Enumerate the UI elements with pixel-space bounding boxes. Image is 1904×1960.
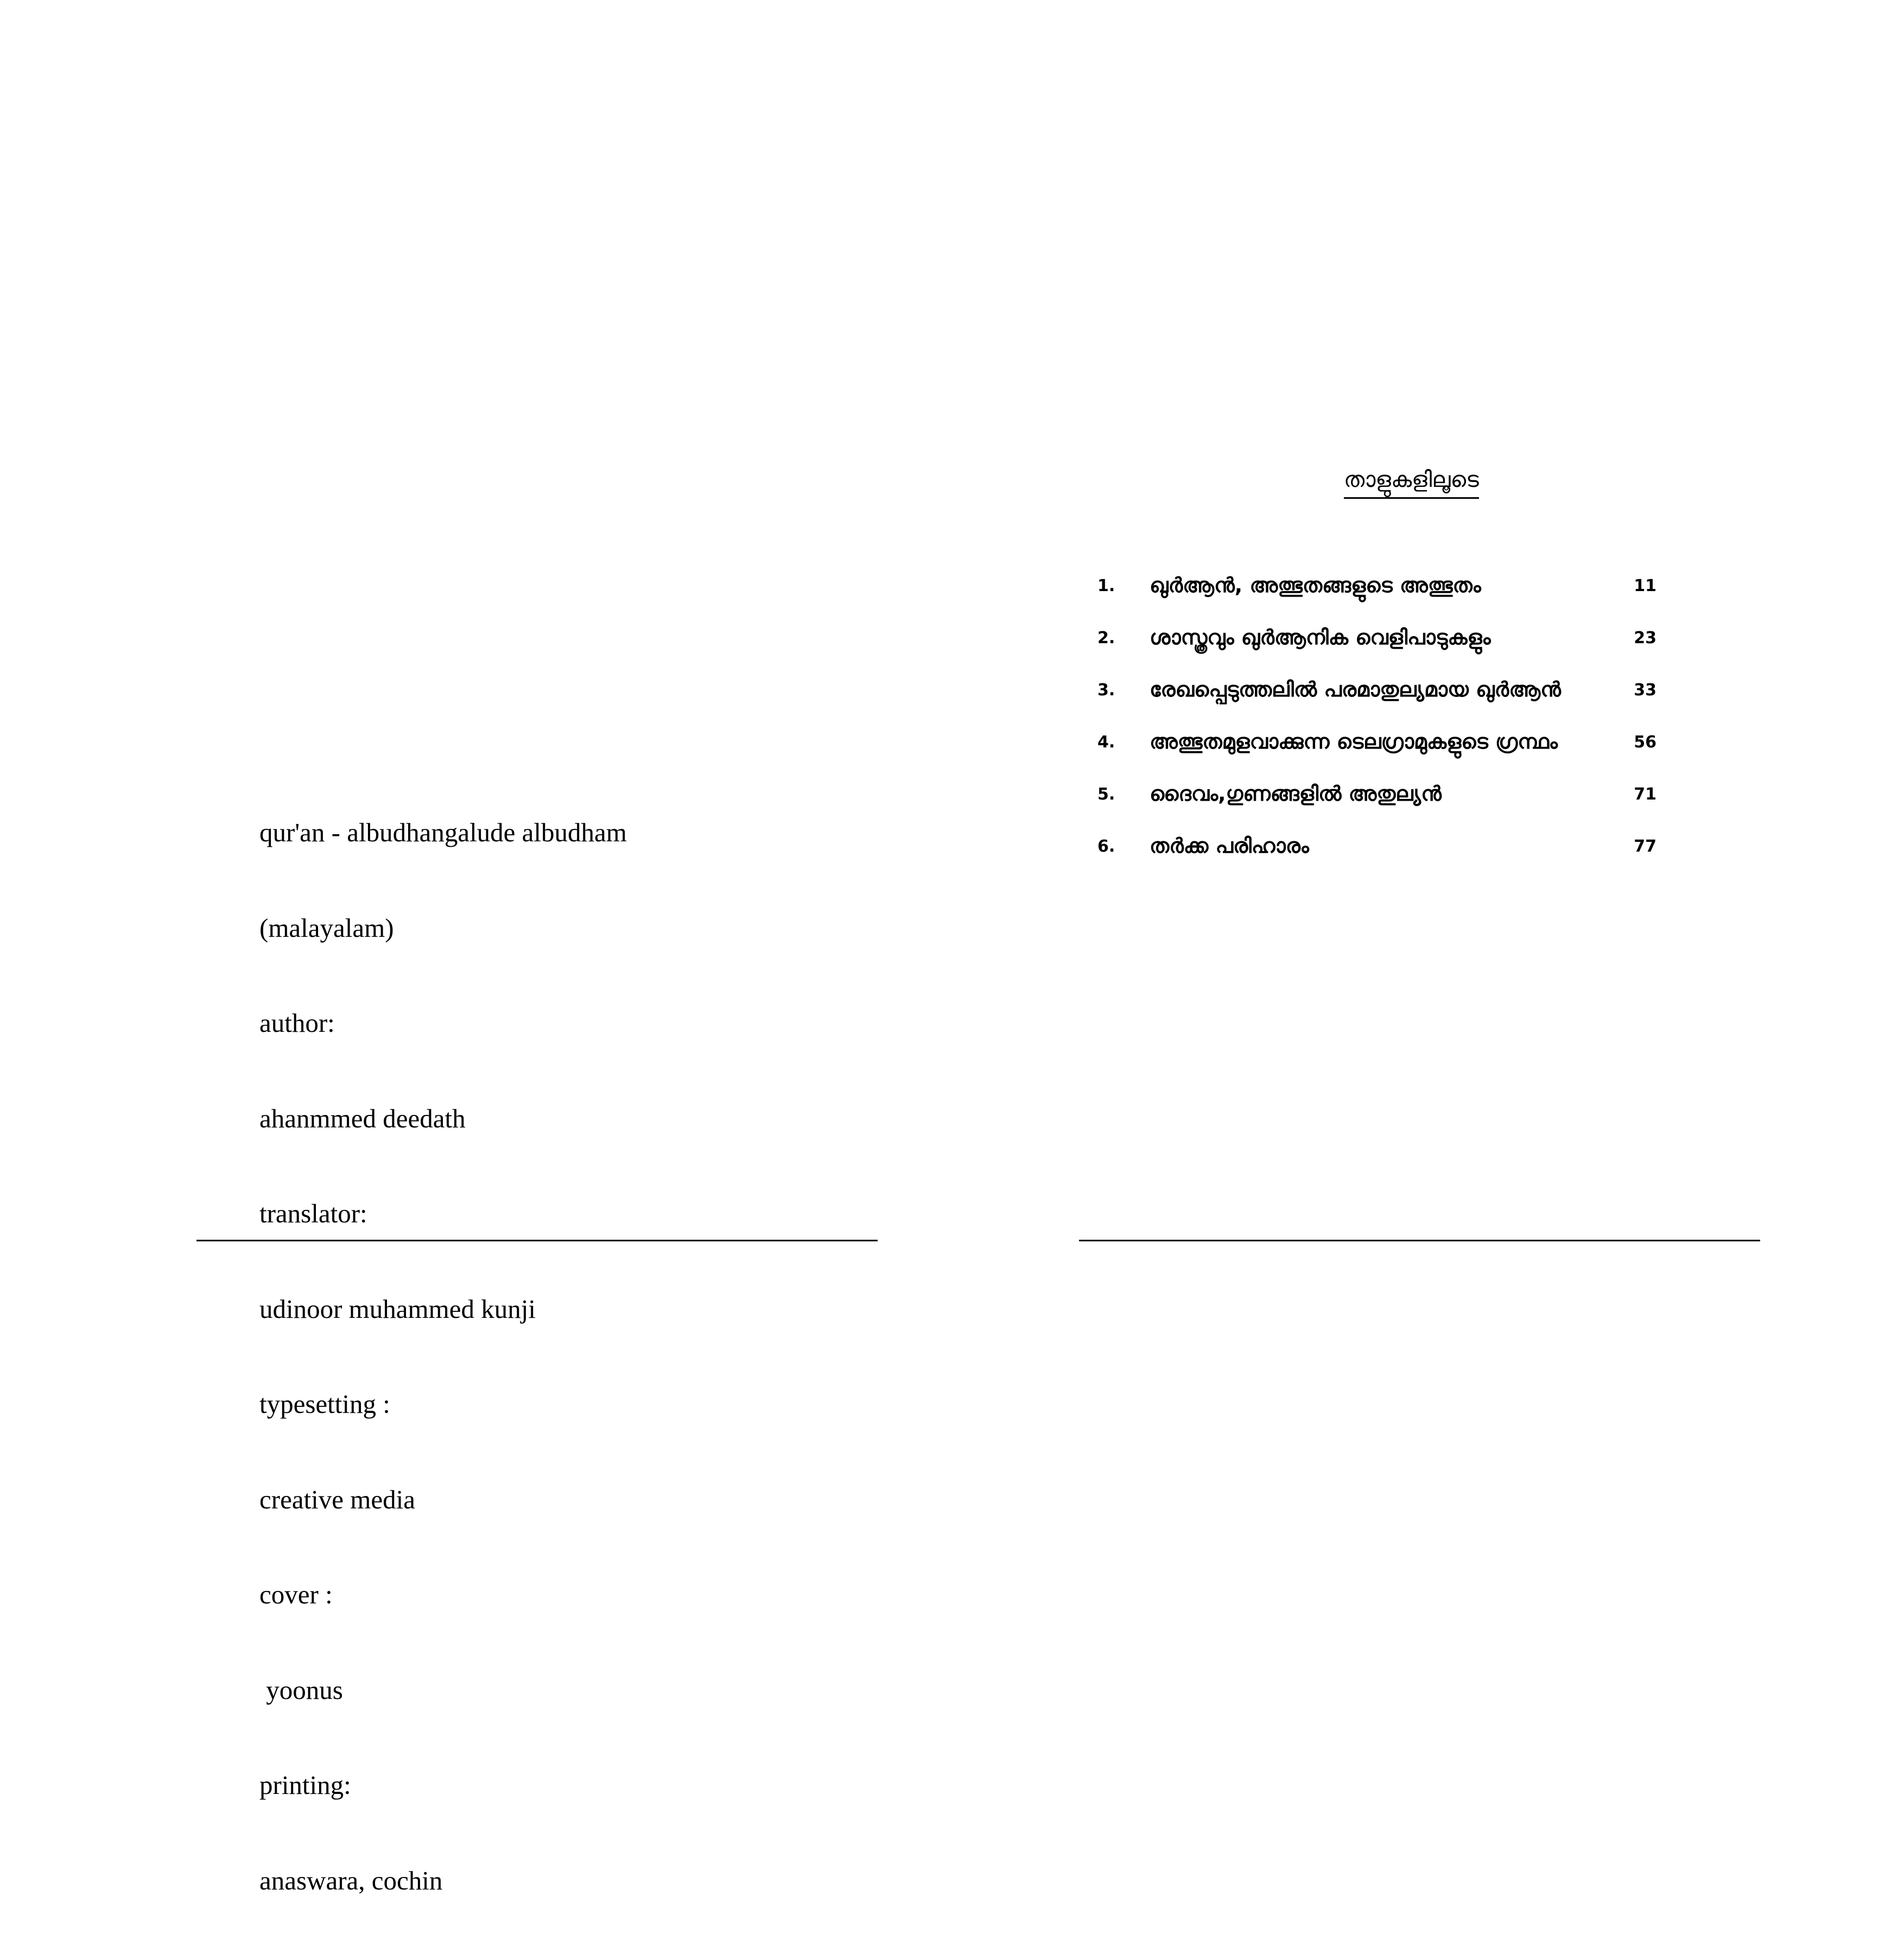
toc-entry-page: 56 — [1634, 733, 1657, 752]
imprint-line-book-title: qur'an - albudhangalude albudham — [259, 817, 627, 847]
right-page — [952, 0, 1904, 1346]
left-page-footer-rule — [196, 1240, 878, 1241]
toc-entry-title: തർക്ക പരിഹാരം — [1150, 834, 1309, 858]
imprint-line-language: (malayalam) — [259, 912, 394, 943]
toc-entry-page: 11 — [1634, 576, 1657, 595]
toc-entry — [1097, 726, 1657, 778]
imprint-block — [259, 753, 627, 1960]
imprint-line-translator-name: udinoor muhammed kunji — [259, 1293, 536, 1324]
toc-entry — [1097, 622, 1657, 674]
toc-entry-number: 3. — [1097, 681, 1115, 700]
left-page — [0, 0, 952, 1895]
toc-entry-page: 71 — [1634, 785, 1657, 804]
toc-entry-title: ദൈവം,ഗുണങ്ങളിൽ അതുല്യൻ — [1150, 782, 1442, 805]
toc-entry-number: 6. — [1097, 837, 1115, 856]
toc-entry — [1097, 570, 1657, 622]
table-of-contents — [1097, 570, 1657, 883]
imprint-line-author-name: ahanmmed deedath — [259, 1103, 466, 1133]
toc-heading: താളുകളിലൂടെ — [1344, 465, 1479, 499]
imprint-line-printing-label: printing: — [259, 1770, 351, 1800]
right-page-footer-rule — [1079, 1240, 1760, 1241]
imprint-line-translator-label: translator: — [259, 1198, 367, 1228]
toc-entry-title: രേഖപ്പെടുത്തലിൽ പരമാതുല്യമായ ഖുർആൻ — [1150, 677, 1561, 701]
imprint-line-cover-label: cover : — [259, 1580, 333, 1609]
toc-entry-page: 33 — [1634, 681, 1657, 700]
imprint-line-typesetting-label: typesetting : — [259, 1389, 390, 1419]
imprint-line-typesetting-name: creative media — [259, 1484, 416, 1514]
toc-entry-number: 5. — [1097, 785, 1115, 804]
toc-entry-number: 4. — [1097, 733, 1115, 752]
toc-entry — [1097, 830, 1657, 883]
toc-entry-title: ഖുർആൻ, അത്ഭുതങ്ങളുടെ അത്ഭുതം — [1150, 573, 1481, 597]
toc-entry-title: ശാസ്ത്രവും ഖുർആനിക വെളിപാടുകളും — [1150, 625, 1491, 649]
toc-entry — [1097, 778, 1657, 830]
toc-entry-number: 2. — [1097, 629, 1115, 648]
toc-entry-title: അത്ഭുതമുളവാക്കുന്ന ടെലഗ്രാമുകളുടെ ഗ്രന്ഥം — [1150, 730, 1558, 753]
toc-entry — [1097, 674, 1657, 726]
imprint-line-author-label: author: — [259, 1008, 335, 1038]
imprint-line-cover-name: yoonus — [259, 1674, 343, 1705]
imprint-line-printing-name: anaswara, cochin — [259, 1865, 443, 1895]
toc-entry-number: 1. — [1097, 576, 1115, 595]
toc-entry-page: 77 — [1634, 837, 1657, 856]
toc-entry-page: 23 — [1634, 629, 1657, 648]
